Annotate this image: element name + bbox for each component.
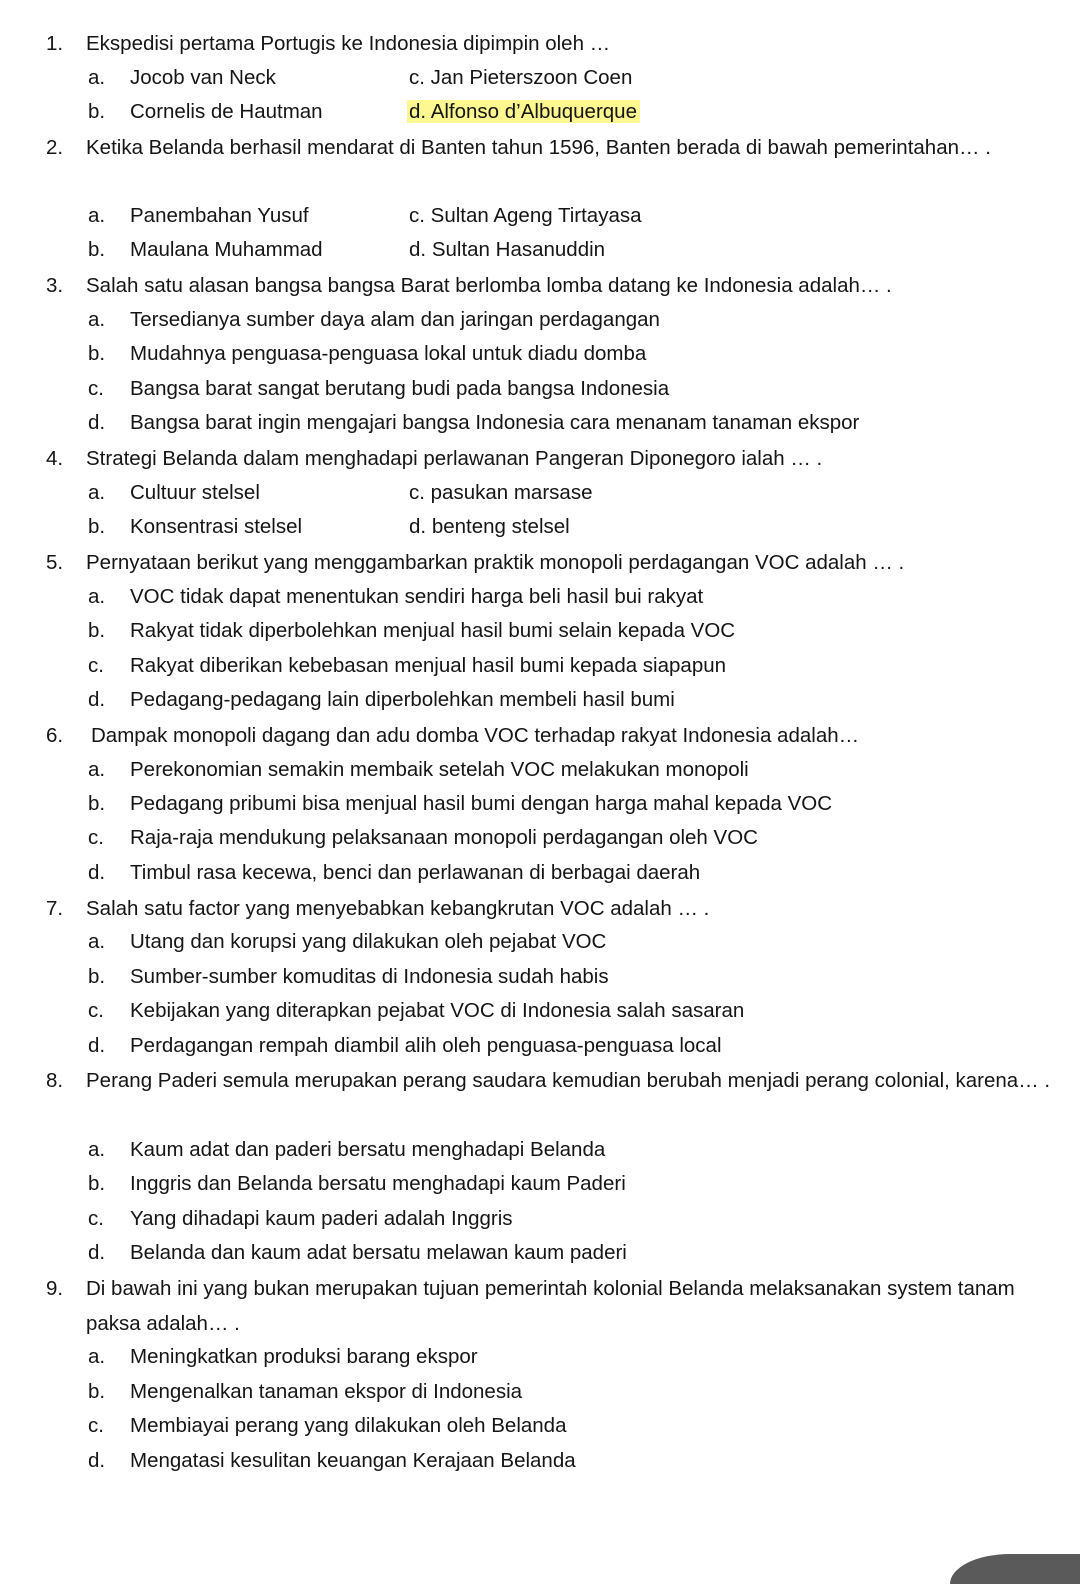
option-8d xyxy=(88,1241,627,1265)
option-5c xyxy=(88,654,726,678)
option-letter: a. xyxy=(88,308,106,331)
option-3b xyxy=(88,342,646,366)
option-text: Bangsa barat sangat berutang budi pada bangsa Indonesia xyxy=(130,377,670,400)
option-6d xyxy=(88,861,700,885)
question-6 xyxy=(46,718,1056,753)
option-text: Inggris dan Belanda bersatu menghadapi kaum Paderi xyxy=(130,1172,626,1195)
option-text: Mudahnya penguasa-penguasa lokal untuk diadu domba xyxy=(130,342,647,365)
option-3c xyxy=(88,377,669,401)
option-letter: c. xyxy=(88,654,104,677)
option-text: Rakyat tidak diperbolehkan menjual hasil bumi selain kepada VOC xyxy=(130,619,736,642)
option-text: Konsentrasi stelsel xyxy=(130,515,303,538)
question-text: Ketika Belanda berhasil mendarat di Banten tahun 1596, Banten berada di bawah pemerintahan… . xyxy=(86,136,991,159)
option-3a xyxy=(88,308,660,332)
option-4b xyxy=(88,515,302,539)
option-5a xyxy=(88,585,703,609)
option-letter: b. xyxy=(88,238,106,261)
option-letter: a. xyxy=(88,758,106,781)
option-text: benteng stelsel xyxy=(431,515,570,538)
option-letter: c. xyxy=(88,999,104,1022)
question-3 xyxy=(46,268,1056,303)
option-text: Alfonso d’Albuquerque xyxy=(430,100,637,123)
question-number: 1. xyxy=(46,32,64,55)
option-letter: b. xyxy=(88,515,106,538)
option-7a xyxy=(88,930,606,954)
option-letter: b. xyxy=(88,792,106,815)
option-text: Belanda dan kaum adat bersatu melawan kaum paderi xyxy=(130,1241,627,1264)
option-text: Perekonomian semakin membaik setelah VOC melakukan monopoli xyxy=(130,758,749,781)
question-number: 4. xyxy=(46,447,64,470)
option-letter: c. xyxy=(88,377,104,400)
option-3d xyxy=(88,411,859,435)
option-text: Pedagang pribumi bisa menjual hasil bumi dengan harga mahal kepada VOC xyxy=(130,792,832,815)
question-number: 8. xyxy=(46,1069,64,1092)
option-text: Mengatasi kesulitan keuangan Kerajaan Belanda xyxy=(130,1449,576,1472)
option-text: Bangsa barat ingin mengajari bangsa Indonesia cara menanam tanaman ekspor xyxy=(130,411,860,434)
question-number: 3. xyxy=(46,274,64,297)
option-text: Sultan Ageng Tirtayasa xyxy=(430,204,642,227)
option-letter: d. xyxy=(409,515,427,538)
option-5d xyxy=(88,688,675,712)
option-2a xyxy=(88,204,309,228)
option-letter: a. xyxy=(88,66,106,89)
question-text: Ekspedisi pertama Portugis ke Indonesia dipimpin oleh … xyxy=(86,32,611,55)
option-text: Tersedianya sumber daya alam dan jaringan perdagangan xyxy=(130,308,660,331)
option-1c xyxy=(409,66,632,90)
option-4c xyxy=(409,481,592,505)
option-text: Sultan Hasanuddin xyxy=(431,238,606,261)
option-text: Meningkatkan produksi barang ekspor xyxy=(130,1345,478,1368)
question-text: Strategi Belanda dalam menghadapi perlawanan Pangeran Diponegoro ialah … . xyxy=(86,447,823,470)
option-letter: d. xyxy=(88,1241,106,1264)
option-letter: d. xyxy=(88,1034,106,1057)
option-text: Membiayai perang yang dilakukan oleh Belanda xyxy=(130,1414,567,1437)
question-5 xyxy=(46,545,1056,580)
option-letter: c. xyxy=(88,1207,104,1230)
question-2 xyxy=(46,130,1056,165)
option-letter: a. xyxy=(88,1138,106,1161)
option-text: Kaum adat dan paderi bersatu menghadapi Belanda xyxy=(130,1138,606,1161)
question-number: 9. xyxy=(46,1277,64,1300)
option-text: Kebijakan yang diterapkan pejabat VOC di Indonesia salah sasaran xyxy=(130,999,745,1022)
question-9 xyxy=(46,1271,1056,1341)
option-letter: c. xyxy=(409,66,425,89)
answer-highlight xyxy=(407,100,640,123)
question-number: 6. xyxy=(46,724,64,747)
option-letter: c. xyxy=(409,481,425,504)
option-text: Mengenalkan tanaman ekspor di Indonesia xyxy=(130,1380,523,1403)
question-number: 2. xyxy=(46,136,64,159)
option-1a xyxy=(88,66,276,90)
option-letter: b. xyxy=(88,100,106,123)
option-9d xyxy=(88,1449,576,1473)
option-text: pasukan marsase xyxy=(430,481,593,504)
option-letter: c. xyxy=(88,826,104,849)
option-letter: a. xyxy=(88,585,106,608)
option-4a xyxy=(88,481,260,505)
question-text: Salah satu factor yang menyebabkan kebangkrutan VOC adalah … . xyxy=(86,897,710,920)
option-2b xyxy=(88,238,323,262)
question-text: Salah satu alasan bangsa bangsa Barat berlomba lomba datang ke Indonesia adalah… . xyxy=(86,274,892,297)
option-letter: b. xyxy=(88,1172,106,1195)
option-6b xyxy=(88,792,832,816)
option-7c xyxy=(88,999,744,1023)
option-letter: d. xyxy=(88,411,106,434)
option-text: Perdagangan rempah diambil alih oleh penguasa-penguasa local xyxy=(130,1034,722,1057)
option-letter: b. xyxy=(88,342,106,365)
option-1d-highlighted xyxy=(407,100,640,124)
option-letter: a. xyxy=(88,1345,106,1368)
question-4 xyxy=(46,441,1056,476)
option-letter: b. xyxy=(88,619,106,642)
option-2d xyxy=(409,238,605,262)
option-6c xyxy=(88,826,758,850)
option-text: Maulana Muhammad xyxy=(130,238,323,261)
option-text: Panembahan Yusuf xyxy=(130,204,309,227)
option-letter: c. xyxy=(409,204,425,227)
option-4d xyxy=(409,515,570,539)
option-8b xyxy=(88,1172,626,1196)
question-number: 5. xyxy=(46,551,64,574)
option-7b xyxy=(88,965,609,989)
option-letter: d. xyxy=(409,238,427,261)
option-letter: b. xyxy=(88,965,106,988)
option-2c xyxy=(409,204,642,228)
option-8a xyxy=(88,1138,605,1162)
option-text: Cultuur stelsel xyxy=(130,481,260,504)
option-letter: d. xyxy=(88,688,106,711)
option-text: Cornelis de Hautman xyxy=(130,100,323,123)
option-text: Timbul rasa kecewa, benci dan perlawanan di berbagai daerah xyxy=(130,861,701,884)
option-letter: d. xyxy=(88,1449,106,1472)
option-text: Utang dan korupsi yang dilakukan oleh pejabat VOC xyxy=(130,930,607,953)
option-letter: b. xyxy=(88,1380,106,1403)
option-letter: a. xyxy=(88,204,106,227)
option-text: Rakyat diberikan kebebasan menjual hasil bumi kepada siapapun xyxy=(130,654,727,677)
option-9c xyxy=(88,1414,567,1438)
option-text: Jocob van Neck xyxy=(130,66,276,89)
option-text: Pedagang-pedagang lain diperbolehkan membeli hasil bumi xyxy=(130,688,675,711)
option-1b xyxy=(88,100,323,124)
option-9a xyxy=(88,1345,478,1369)
question-text: Dampak monopoli dagang dan adu domba VOC terhadap rakyat Indonesia adalah… xyxy=(91,724,860,747)
option-6a xyxy=(88,758,749,782)
question-7 xyxy=(46,891,1056,926)
option-text: Raja-raja mendukung pelaksanaan monopoli perdagangan oleh VOC xyxy=(130,826,758,849)
option-text: Yang dihadapi kaum paderi adalah Inggris xyxy=(130,1207,513,1230)
option-text: Jan Pieterszoon Coen xyxy=(430,66,633,89)
question-8 xyxy=(46,1063,1056,1098)
option-letter: d. xyxy=(409,100,427,123)
option-letter: a. xyxy=(88,481,106,504)
question-number: 7. xyxy=(46,897,64,920)
corner-shadow xyxy=(950,1554,1080,1584)
option-8c xyxy=(88,1207,513,1231)
option-text: Sumber-sumber komuditas di Indonesia sudah habis xyxy=(130,965,609,988)
option-5b xyxy=(88,619,735,643)
option-text: VOC tidak dapat menentukan sendiri harga beli hasil bui rakyat xyxy=(130,585,704,608)
option-7d xyxy=(88,1034,722,1058)
option-letter: a. xyxy=(88,930,106,953)
question-text: Perang Paderi semula merupakan perang saudara kemudian berubah menjadi perang colonial, karena… . xyxy=(86,1069,1051,1092)
question-text: Di bawah ini yang bukan merupakan tujuan pemerintah kolonial Belanda melaksanakan system tanam paksa adalah… . xyxy=(86,1277,1015,1335)
question-text: Pernyataan berikut yang menggambarkan praktik monopoli perdagangan VOC adalah … . xyxy=(86,551,905,574)
option-letter: c. xyxy=(88,1414,104,1437)
option-9b xyxy=(88,1380,522,1404)
option-letter: d. xyxy=(88,861,106,884)
question-1 xyxy=(46,26,1056,61)
